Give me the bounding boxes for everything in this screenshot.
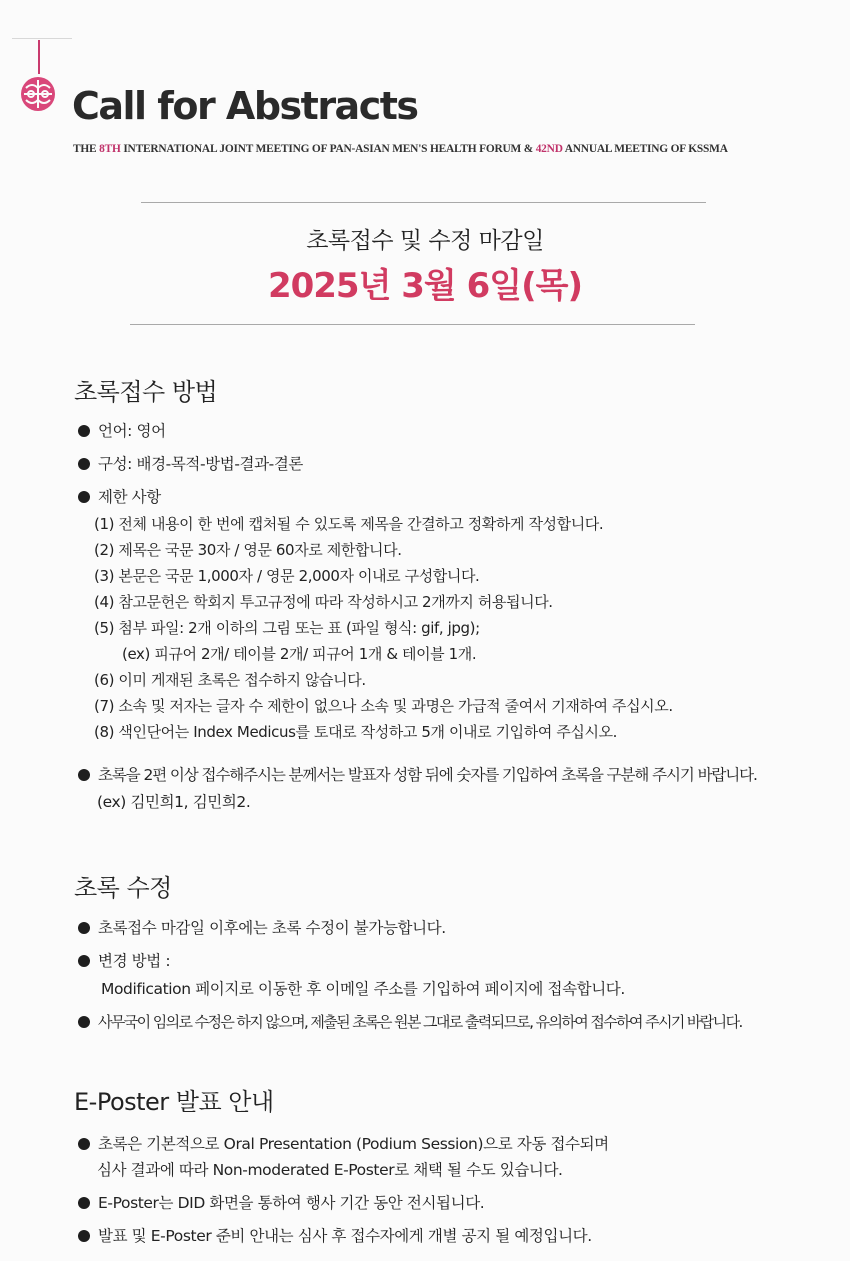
deadline-date: 2025년 3월 6일(목)	[267, 266, 583, 306]
bullet-language: 언어: 영어	[78, 418, 166, 445]
hanging-line	[38, 40, 40, 74]
bullet-dot-icon	[78, 922, 90, 934]
bullet-dot-icon	[78, 1016, 90, 1028]
submission-section-title: 초록접수 방법	[74, 378, 218, 406]
restriction-example: (ex) 피규어 2개/ 테이블 2개/ 피규어 1개 & 테이블 1개.	[122, 645, 477, 663]
bullet-dot-icon	[78, 458, 90, 470]
bullet-restrictions: 제한 사항	[78, 484, 161, 511]
bullet-dot-icon	[78, 769, 90, 781]
bullet-dot-icon	[78, 1230, 90, 1242]
restriction-item: (1) 전체 내용이 한 번에 캡처될 수 있도록 제목을 간결하고 정확하게 작성합니다.	[94, 515, 604, 533]
page-title: Call for Abstracts	[72, 84, 418, 128]
bullet-dot-icon	[78, 491, 90, 503]
edition-42nd: 42ND	[535, 143, 563, 155]
restriction-item: (3) 본문은 국문 1,000자 / 영문 2,000자 이내로 구성합니다.	[94, 567, 480, 585]
revision-section-title: 초록 수정	[74, 874, 172, 902]
restriction-item: (6) 이미 게재된 초록은 접수하지 않습니다.	[94, 671, 366, 689]
edition-8th: 8TH	[99, 143, 121, 155]
bullet-multiple-abstracts: 초록을 2편 이상 접수해주시는 분께서는 발표자 성함 뒤에 숫자를 기입하여 초록을 구분해 주시기 바랍니다.	[78, 762, 757, 789]
oral-presentation-detail: 심사 결과에 따라 Non-moderated E-Poster로 채택 될 수도 있습니다.	[97, 1161, 563, 1179]
top-decorative-rule	[12, 38, 72, 39]
bullet-revision-deadline: 초록접수 마감일 이후에는 초록 수정이 불가능합니다.	[78, 915, 446, 942]
bullet-eposter-display: E-Poster는 DID 화면을 통하여 행사 기간 동안 전시됩니다.	[78, 1190, 484, 1217]
event-subtitle: THE 8TH INTERNATIONAL JOINT MEETING OF PAN-ASIAN MEN'S HEALTH FORUM & 42ND ANNUAL MEETING OF KSSMA	[73, 143, 728, 155]
restriction-item: (8) 색인단어는 Index Medicus를 토대로 작성하고 5개 이내로 기입하여 주십시오.	[94, 723, 618, 741]
bullet-dot-icon	[78, 955, 90, 967]
bullet-eposter-notice: 발표 및 E-Poster 준비 안내는 심사 후 접수자에게 개별 공지 될 예정입니다.	[78, 1223, 592, 1250]
bullet-oral-presentation: 초록은 기본적으로 Oral Presentation (Podium Session)으로 자동 접수되며	[78, 1131, 609, 1158]
restriction-item: (5) 첨부 파일: 2개 이하의 그림 또는 표 (파일 형식: gif, jpg);	[94, 619, 480, 637]
bullet-structure: 구성: 배경-목적-방법-결과-결론	[78, 451, 303, 478]
deadline-top-rule	[141, 202, 706, 203]
change-method-detail: Modification 페이지로 이동한 후 이메일 주소를 기입하여 페이지에 접속합니다.	[101, 980, 625, 998]
bullet-dot-icon	[78, 425, 90, 437]
restriction-item: (7) 소속 및 저자는 글자 수 제한이 없으나 소속 및 과명은 가급적 줄여서 기재하여 주십시오.	[94, 697, 673, 715]
bullet-dot-icon	[78, 1138, 90, 1150]
deadline-label: 초록접수 및 수정 마감일	[306, 228, 544, 254]
multiple-abstracts-example: (ex) 김민희1, 김민희2.	[97, 793, 251, 811]
bullet-change-method: 변경 방법 :	[78, 948, 170, 975]
deadline-bottom-rule	[130, 324, 695, 325]
ornament-emblem-icon	[16, 70, 60, 116]
bullet-dot-icon	[78, 1197, 90, 1209]
eposter-section-title: E-Poster 발표 안내	[74, 1088, 274, 1116]
bullet-no-edits-notice: 사무국이 임의로 수정은 하지 않으며, 제출된 초록은 원본 그대로 출력되므로, 유의하여 접수하여 주시기 바랍니다.	[78, 1009, 742, 1036]
restriction-item: (2) 제목은 국문 30자 / 영문 60자로 제한합니다.	[94, 541, 402, 559]
restriction-item: (4) 참고문헌은 학회지 투고규정에 따라 작성하시고 2개까지 허용됩니다.	[94, 593, 553, 611]
